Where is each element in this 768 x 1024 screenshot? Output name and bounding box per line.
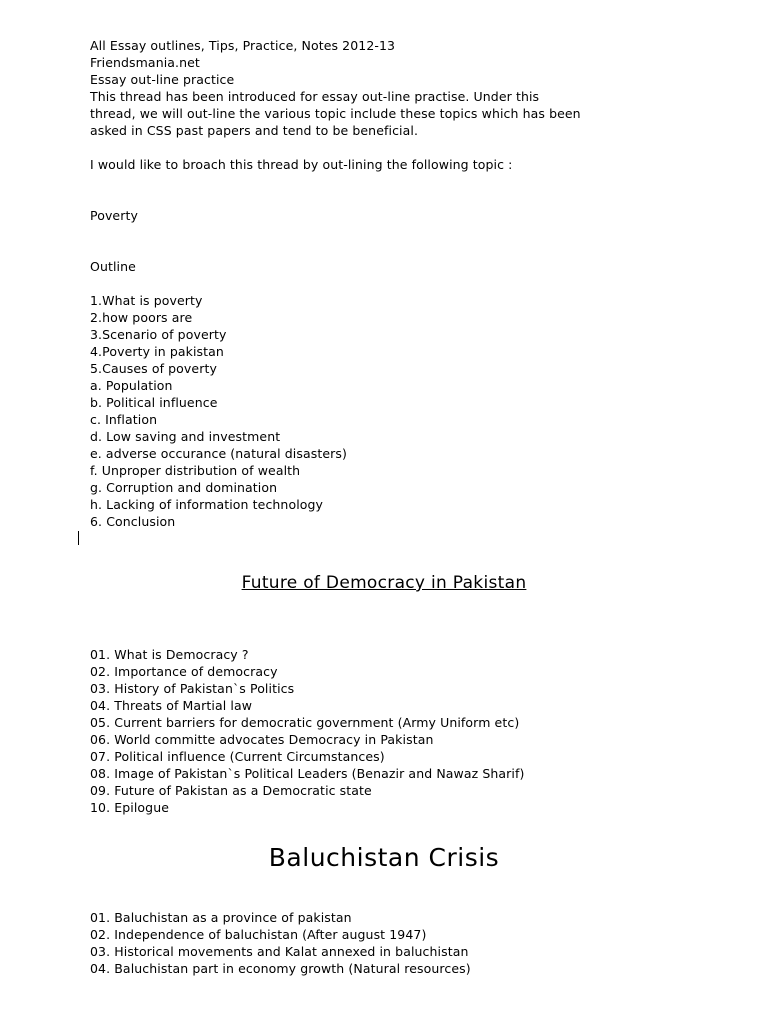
list-item: e. adverse occurance (natural disasters) xyxy=(90,446,347,461)
list-item: 08. Image of Pakistan`s Political Leaders (Benazir and Nawaz Sharif) xyxy=(90,766,525,781)
list-item: 04. Threats of Martial law xyxy=(90,698,253,713)
list-item: 6. Conclusion xyxy=(90,514,176,529)
outline-label: Outline xyxy=(90,259,136,274)
intro-paragraph-line: asked in CSS past papers and tend to be beneficial. xyxy=(90,123,419,138)
list-item: 3.Scenario of poverty xyxy=(90,327,227,342)
list-item: b. Political influence xyxy=(90,395,218,410)
list-item: a. Population xyxy=(90,378,173,393)
list-item: 06. World committe advocates Democracy in Pakistan xyxy=(90,732,434,747)
list-item: 1.What is poverty xyxy=(90,293,203,308)
list-item: 07. Political influence (Current Circumstances) xyxy=(90,749,385,764)
list-item: d. Low saving and investment xyxy=(90,429,281,444)
democracy-heading: Future of Democracy in Pakistan xyxy=(241,573,527,593)
document-subtitle: Essay out-line practice xyxy=(90,72,235,87)
list-item: 05. Current barriers for democratic government (Army Uniform etc) xyxy=(90,715,520,730)
list-item: h. Lacking of information technology xyxy=(90,497,324,512)
list-item: c. Inflation xyxy=(90,412,158,427)
list-item: 03. Historical movements and Kalat annexed in baluchistan xyxy=(90,944,469,959)
list-item: 01. What is Democracy ? xyxy=(90,647,249,662)
list-item: g. Corruption and domination xyxy=(90,480,278,495)
site-name: Friendsmania.net xyxy=(90,55,200,70)
poverty-topic: Poverty xyxy=(90,208,138,223)
intro-paragraph-line: thread, we will out-line the various topic include these topics which has been xyxy=(90,106,581,121)
broach-line: I would like to broach this thread by out-lining the following topic : xyxy=(90,157,513,172)
list-item: 02. Importance of democracy xyxy=(90,664,278,679)
intro-paragraph-line: This thread has been introduced for essay out-line practise. Under this xyxy=(90,89,540,104)
list-item: 2.how poors are xyxy=(90,310,193,325)
list-item: 01. Baluchistan as a province of pakistan xyxy=(90,910,352,925)
list-item: 02. Independence of baluchistan (After august 1947) xyxy=(90,927,427,942)
list-item: f. Unproper distribution of wealth xyxy=(90,463,301,478)
list-item: 04. Baluchistan part in economy growth (Natural resources) xyxy=(90,961,471,976)
list-item: 09. Future of Pakistan as a Democratic state xyxy=(90,783,372,798)
text-cursor xyxy=(78,531,79,545)
list-item: 4.Poverty in pakistan xyxy=(90,344,224,359)
list-item: 5.Causes of poverty xyxy=(90,361,217,376)
baluchistan-heading: Baluchistan Crisis xyxy=(268,843,500,872)
document-title: All Essay outlines, Tips, Practice, Notes 2012-13 xyxy=(90,38,396,53)
list-item: 03. History of Pakistan`s Politics xyxy=(90,681,295,696)
list-item: 10. Epilogue xyxy=(90,800,170,815)
